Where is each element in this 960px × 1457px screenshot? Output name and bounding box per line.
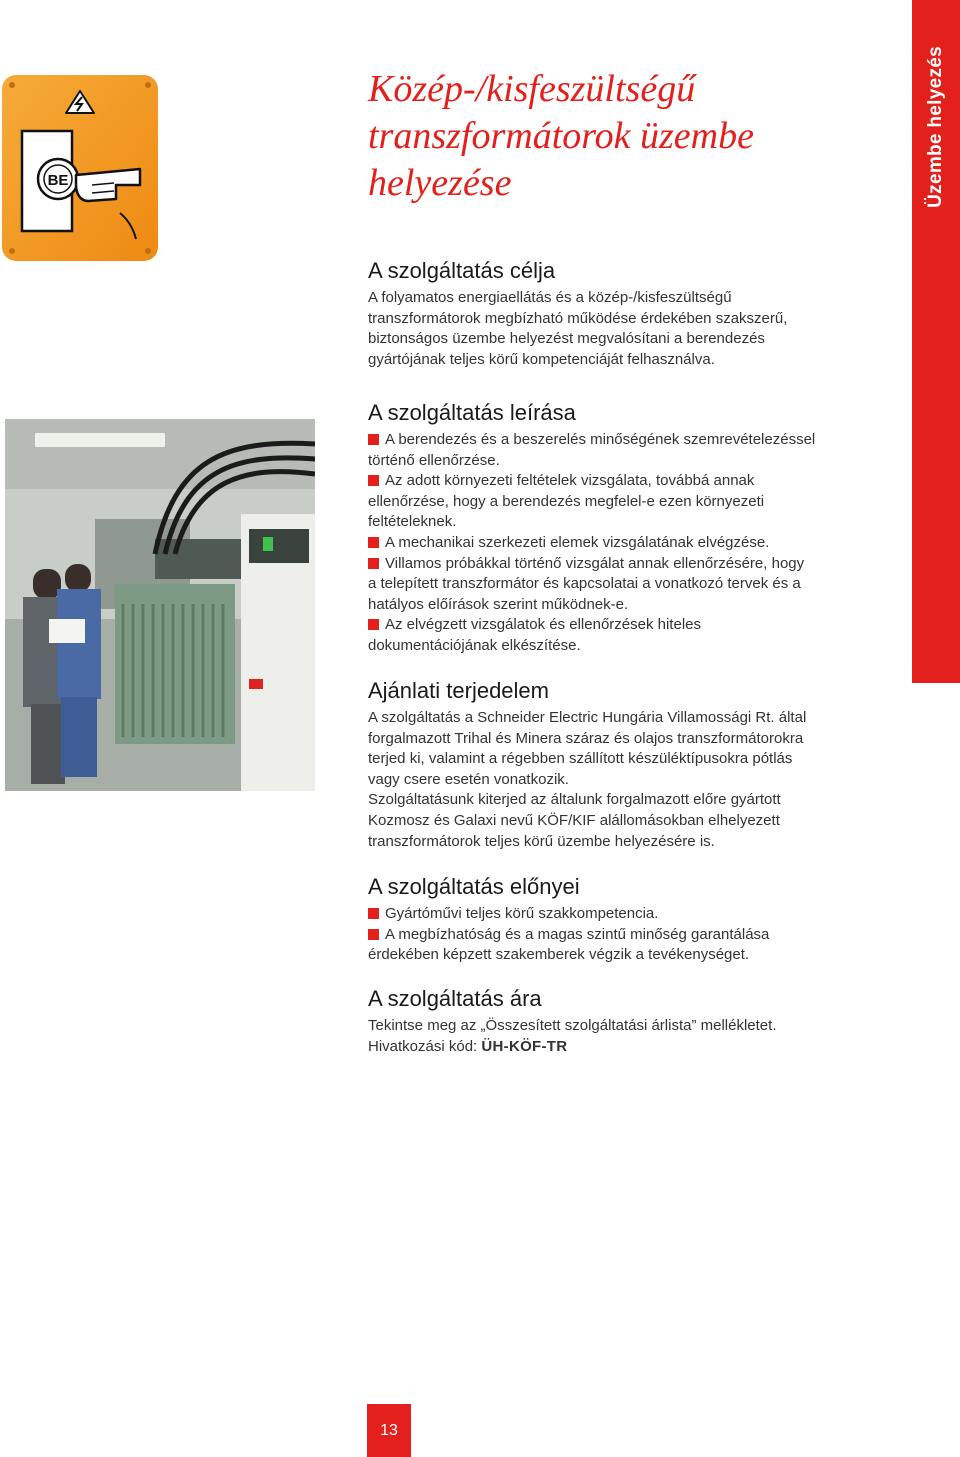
list-item: A mechanikai szerkezeti elemek vizsgálatának elvégzése. [368,533,888,554]
section-body: A szolgáltatás a Schneider Electric Hungária Villamossági Rt. által forgalmazott Trihal és Minera száraz és olajos transzformátorokra terjed ki, valamint a régebben szállított készüléktípusokra pótlás vagy csere esetén vonatkozik. Szolgáltatásunk kiterjed az általunk forgalmazott előre gyártott Kozmosz és Galaxi nevű KÖF/KIF alállomásokban elhelyezett transzformátorok teljes körű üzembe helyezésére is. [368,709,807,850]
list-item: A berendezés és a beszerelés minőségének szemrevételezéssel történő ellenőrzése. [368,431,816,469]
side-tab [912,0,960,683]
list-item: A megbízhatóság és a magas szintű minőség garantálása érdekében képzett szakemberek végzik a tevékenységet. [368,925,770,964]
section-body: A folyamatos energiaellátás és a közép-/kisfeszültségű transzformátorok megbízható működése érdekében szakszerű, biztonságos üzembe helyezést megvalósítani a berendezés gyártójának teljes körű kompetenciáját felhasználva. [368,289,788,368]
bullet-square-icon [368,619,379,630]
page-number: 13 [367,1404,411,1457]
bullet-square-icon [368,558,379,569]
bullet-square-icon [368,475,379,486]
bullet-square-icon [368,434,379,445]
section-purpose [368,258,888,370]
section-body: Tekintse meg az „Összesített szolgáltatási árlista” mellékletet. Hivatkozási kód: ÜH-KÖF-TR [368,1017,777,1055]
section-heading: Ajánlati terjedelem [368,678,549,703]
list-item: Gyártóművi teljes körű szakkompetencia. [368,904,888,925]
switch-on-icon [0,73,160,263]
bullet-square-icon [368,537,379,548]
list-item: Villamos próbákkal történő vizsgálat annak ellenőrzésére, hogy a telepített transzformátor és kapcsolatai a vonatkozó tervek és a hatályos előírások szerint működnek-e. [368,554,805,613]
icon-label: BE [47,172,69,189]
section-benefits [368,874,888,966]
section-description [368,400,888,657]
section-heading: A szolgáltatás leírása [368,400,576,425]
section-scope [368,678,888,852]
side-tab-label: Üzembe helyezés [925,46,946,208]
list-item: Az adott környezeti feltételek vizsgálata, továbbá annak ellenőrzése, hogy a berendezés megfelel-e ezen környezeti feltételeknek. [368,472,765,531]
section-heading: A szolgáltatás ára [368,986,542,1011]
section-heading: A szolgáltatás célja [368,258,556,283]
section-price [368,986,888,1057]
bullet-square-icon [368,908,379,919]
transformer-photo [5,419,315,791]
reference-code: ÜH-KÖF-TR [481,1037,568,1055]
section-heading: A szolgáltatás előnyei [368,874,580,899]
page-title: Közép-/kisfeszültségű transzformátorok üzembe helyezése [368,68,754,204]
bullet-square-icon [368,929,379,940]
list-item: Az elvégzett vizsgálatok és ellenőrzések hiteles dokumentációjának elkészítése. [368,616,701,654]
